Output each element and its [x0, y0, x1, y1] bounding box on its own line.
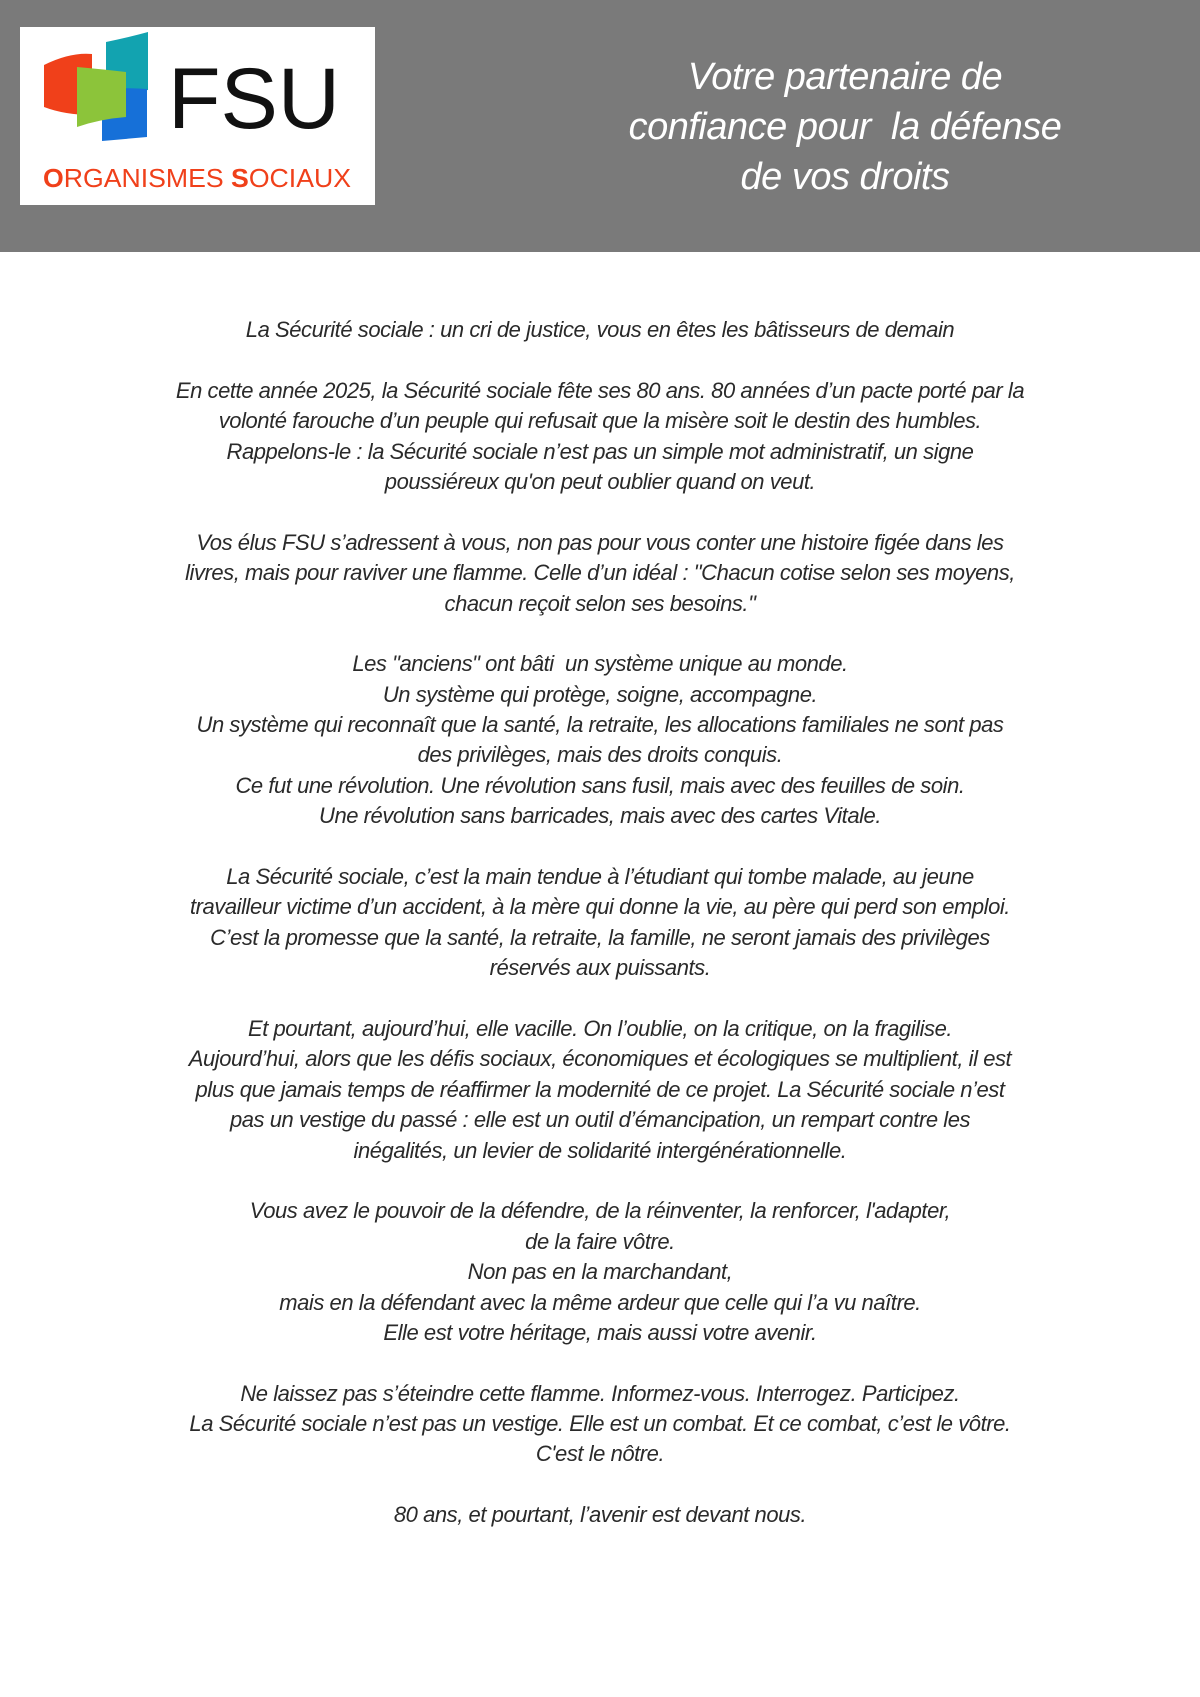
- paragraph-spacer: [0, 345, 1200, 375]
- logo-subtitle: ORGANISMES SOCIAUX: [43, 163, 349, 193]
- letter-body: [0, 315, 1200, 1531]
- text-line: Non pas en la marchandant,: [467, 1259, 733, 1285]
- paragraph-spacer: [0, 1166, 1200, 1196]
- text-line: La Sécurité sociale, c’est la main tendue à l’étudiant qui tombe malade, au jeune: [226, 864, 974, 890]
- text-line: mais en la défendant avec la même ardeur que celle qui l’a vu naître.: [279, 1289, 921, 1315]
- paragraph: [0, 1500, 1200, 1530]
- text-line: En cette année 2025, la Sécurité sociale fête ses 80 ans. 80 années d’un pacte porté par la: [175, 377, 1025, 403]
- text-line: Un système qui protège, soigne, accompagne.: [382, 681, 818, 707]
- text-line: La Sécurité sociale n’est pas un vestige. Elle est un combat. Et ce combat, c’est le vôtre.: [189, 1411, 1011, 1437]
- text-line: poussiéreux qu'on peut oublier quand on veut.: [384, 468, 816, 494]
- paragraph: [0, 1014, 1200, 1166]
- text-line: plus que jamais temps de réaffirmer la modernité de ce projet. La Sécurité sociale n’est: [195, 1076, 1005, 1102]
- text-line: Rappelons-le : la Sécurité sociale n’est pas un simple mot administratif, un signe: [226, 438, 974, 464]
- text-line: inégalités, un levier de solidarité intergénérationnelle.: [353, 1137, 847, 1163]
- paragraph-spacer: [0, 1470, 1200, 1500]
- header-banner: [0, 0, 1200, 252]
- text-line: Et pourtant, aujourd’hui, elle vacille. On l’oublie, on la critique, on la fragilise.: [247, 1015, 953, 1041]
- paragraph: [0, 862, 1200, 984]
- paragraph: [0, 649, 1200, 831]
- tagline-line: de vos droits: [740, 156, 950, 198]
- text-line: réservés aux puissants.: [489, 955, 711, 981]
- text-line: livres, mais pour raviver une flamme. Celle d’un idéal : "Chacun cotise selon ses moyens,: [185, 560, 1015, 586]
- text-line: Un système qui reconnaît que la santé, la retraite, les allocations familiales ne sont pas: [196, 712, 1004, 738]
- paragraph-spacer: [0, 1348, 1200, 1378]
- text-line: 80 ans, et pourtant, l’avenir est devant nous.: [393, 1502, 807, 1528]
- header-tagline: [560, 52, 1130, 202]
- text-line: Ce fut une révolution. Une révolution sans fusil, mais avec des feuilles de soin.: [235, 772, 965, 798]
- letter-title: [0, 315, 1200, 345]
- paragraph: [0, 1379, 1200, 1470]
- paragraph-spacer: [0, 832, 1200, 862]
- text-line: Ne laissez pas s’éteindre cette flamme. Informez-vous. Interrogez. Participez.: [240, 1380, 960, 1406]
- text-line: Une révolution sans barricades, mais avec des cartes Vitale.: [319, 803, 881, 829]
- text-line: C’est la promesse que la santé, la retraite, la famille, ne seront jamais des privilèges: [210, 924, 990, 950]
- paragraph: [0, 1196, 1200, 1348]
- text-line: Elle est votre héritage, mais aussi votre avenir.: [383, 1319, 817, 1345]
- tagline-line: Votre partenaire de: [687, 56, 1003, 98]
- paragraph: [0, 528, 1200, 619]
- text-line: chacun reçoit selon ses besoins.": [444, 590, 756, 616]
- fsu-logo-graphic: [20, 27, 375, 205]
- text-line: volonté farouche d’un peuple qui refusait que la misère soit le destin des humbles.: [218, 408, 982, 434]
- text-line: Aujourd’hui, alors que les défis sociaux, économiques et écologiques se multiplient, il est: [188, 1046, 1012, 1072]
- text-line: travailleur victime d’un accident, à la mère qui donne la vie, au père qui perd son emploi.: [190, 894, 1010, 920]
- text-line: de la faire vôtre.: [525, 1228, 675, 1254]
- text-line: Vous avez le pouvoir de la défendre, de la réinventer, la renforcer, l'adapter,: [249, 1198, 951, 1224]
- text-line: Les "anciens" ont bâti un système unique au monde.: [352, 651, 848, 677]
- logo-fsu-text: FSU: [168, 51, 340, 147]
- tagline-line: confiance pour la défense: [628, 106, 1062, 148]
- text-line: Vos élus FSU s’adressent à vous, non pas pour vous conter une histoire figée dans les: [196, 529, 1004, 555]
- paragraph-spacer: [0, 497, 1200, 527]
- paragraph: [0, 376, 1200, 498]
- text-line: C'est le nôtre.: [535, 1441, 665, 1467]
- paragraph-spacer: [0, 619, 1200, 649]
- fsu-logo: [20, 27, 375, 205]
- text-line: La Sécurité sociale : un cri de justice, vous en êtes les bâtisseurs de demain: [245, 317, 955, 342]
- text-line: des privilèges, mais des droits conquis.: [417, 742, 783, 768]
- paragraph-spacer: [0, 984, 1200, 1014]
- text-line: pas un vestige du passé : elle est un outil d’émancipation, un rempart contre les: [229, 1107, 971, 1133]
